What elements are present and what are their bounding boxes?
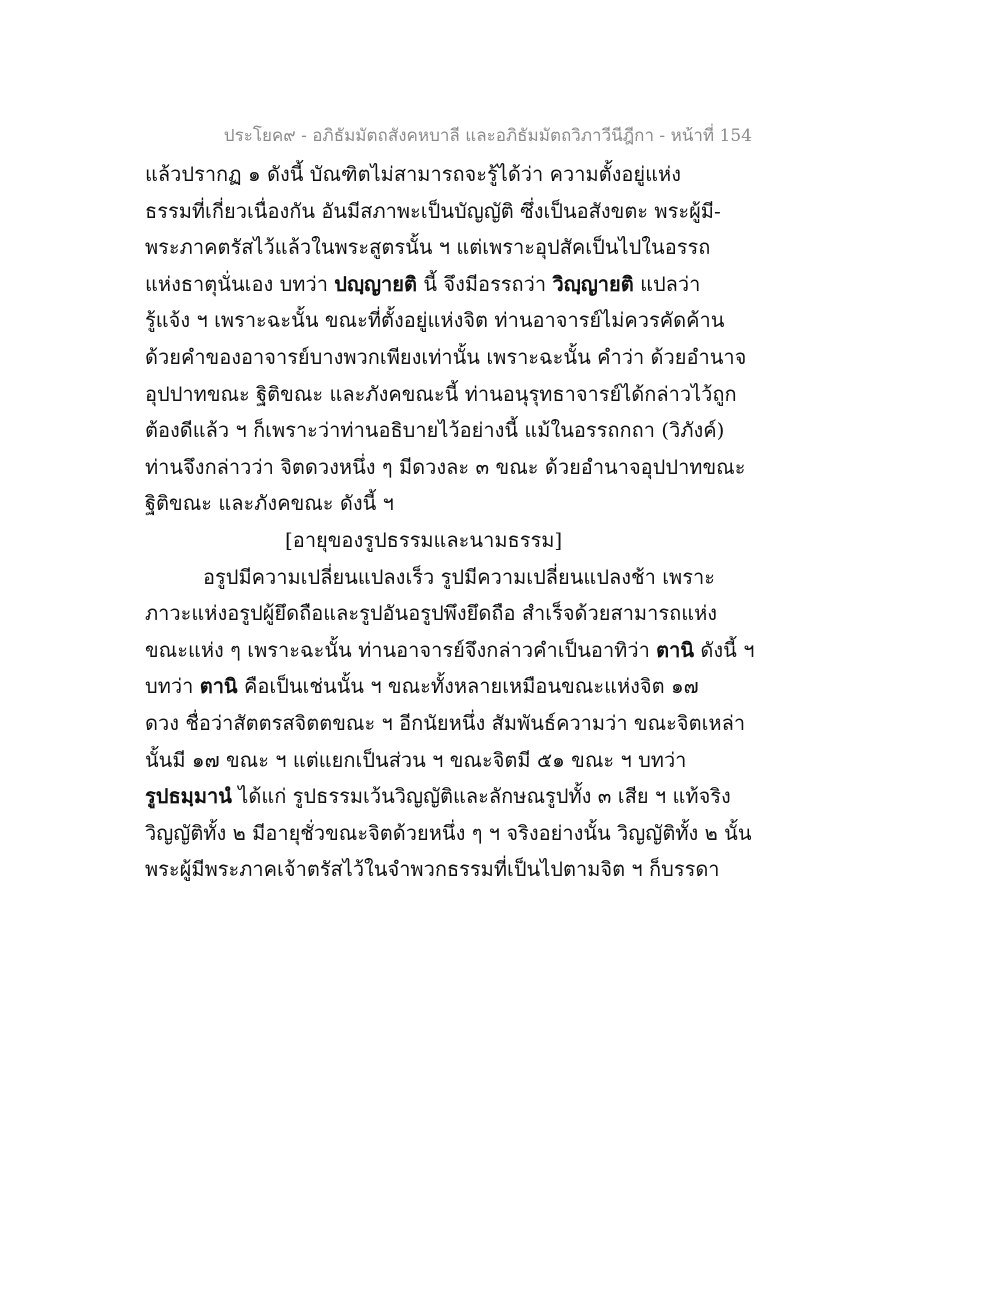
text-line (145, 376, 745, 413)
bold-term: ตานิ (199, 674, 238, 699)
text-line (145, 193, 745, 230)
page-header: ประโยค๙ - อภิธัมมัตถสังคหบาลี และอภิธัมมัตถวิภาวีนีฎีกา - หน้าที่ 154 (223, 126, 752, 146)
text-line (145, 815, 752, 852)
text-line (145, 778, 745, 815)
text-segment: ท่านจึงกล่าวว่า จิตดวงหนึ่ง ๆ มีดวงละ ๓ ขณะ ด้วยอำนาจอุปปาทขณะ (145, 454, 746, 479)
text-segment: นั้นมี ๑๗ ขณะ ฯ แต่แยกเป็นส่วน ฯ ขณะจิตมี ๕๑ ขณะ ฯ บทว่า (145, 747, 687, 772)
text-line (145, 632, 755, 669)
text-segment: ดังนี้ ฯ (694, 637, 755, 662)
text-segment: รู้แจ้ง ฯ เพราะฉะนั้น ขณะที่ตั้งอยู่แห่งจิต ท่านอาจารย์ไม่ควรคัดค้าน (145, 308, 725, 333)
text-line (145, 449, 745, 486)
text-segment: วิญญัติทั้ง ๒ มีอายุชั่วขณะจิตด้วยหนึ่ง ๆ ฯ จริงอย่างนั้น วิญญัติทั้ง ๒ นั้น (145, 820, 752, 845)
text-segment: ต้องดีแล้ว ฯ ก็เพราะว่าท่านอธิบายไว้อย่างนี้ แม้ในอรรถกถา (วิภังค์) (145, 418, 725, 443)
text-line (145, 485, 745, 522)
text-segment: นี้ จึงมีอรรถว่า (417, 271, 553, 296)
text-line (145, 156, 745, 193)
bold-term: ตานิ (656, 637, 695, 662)
text-segment: ดวง ชื่อว่าสัตตรสจิตตขณะ ฯ อีกนัยหนึ่ง สัมพันธ์ความว่า ขณะจิตเหล่า (145, 710, 746, 735)
text-line (145, 742, 745, 779)
text-segment: ขณะแห่ง ๆ เพราะฉะนั้น ท่านอาจารย์จึงกล่าวคำเป็นอาทิว่า (145, 637, 657, 662)
section-heading (145, 522, 745, 559)
text-line (145, 705, 745, 742)
text-segment: ธรรมที่เกี่ยวเนื่องกัน อันมีสภาพะเป็นบัญญัติ ซึ่งเป็นอสังขตะ พระผู้มี- (145, 198, 721, 223)
text-segment: ภาวะแห่งอรูปผู้ยึดถือและรูปอันอรูปพึงยึดถือ สำเร็จด้วยสามารถแห่ง (145, 601, 718, 626)
text-line (145, 266, 745, 303)
text-segment: คือเป็นเช่นนั้น ฯ ขณะทั้งหลายเหมือนขณะแห่งจิต ๑๗ (237, 674, 699, 699)
body-text (145, 156, 755, 888)
text-segment: ฐิติขณะ และภังคขณะ ดังนี้ ฯ (145, 491, 394, 516)
text-segment: พระผู้มีพระภาคเจ้าตรัสไว้ในจำพวกธรรมที่เป็นไปตามจิต ฯ ก็บรรดา (145, 857, 720, 882)
text-segment: แห่งธาตุนั่นเอง บทว่า (145, 271, 335, 296)
bold-term: ปญฺญายติ (334, 271, 417, 296)
text-line (145, 559, 745, 596)
text-line (145, 229, 745, 266)
bold-term: วิญฺญายติ (552, 271, 634, 296)
text-line (145, 595, 745, 632)
text-line (145, 302, 745, 339)
text-segment: [อายุของรูปธรรมและนามธรรม] (285, 527, 563, 552)
text-segment: ด้วยคำของอาจารย์บางพวกเพียงเท่านั้น เพราะฉะนั้น คำว่า ด้วยอำนาจ (145, 344, 747, 369)
text-segment: แล้วปรากฏ ๑ ดังนี้ บัณฑิตไม่สามารถจะรู้ได้ว่า ความตั้งอยู่แห่ง (145, 162, 681, 186)
bold-term: รูปธมฺมานํ (145, 784, 232, 809)
text-segment: อุปปาทขณะ ฐิติขณะ และภังคขณะนี้ ท่านอนุรุทธาจารย์ได้กล่าวไว้ถูก (145, 381, 737, 406)
text-segment: ได้แก่ รูปธรรมเว้นวิญญัติและลักษณรูปทั้ง ๓ เสีย ฯ แท้จริง (231, 784, 731, 809)
text-segment: แปลว่า (633, 271, 701, 296)
text-line (145, 339, 745, 376)
text-line (145, 668, 745, 705)
text-line (145, 851, 745, 888)
text-segment: พระภาคตรัสไว้แล้วในพระสูตรนั้น ฯ แต่เพราะอุปสัคเป็นไปในอรรถ (145, 235, 711, 260)
text-segment: อรูปมีความเปลี่ยนแปลงเร็ว รูปมีความเปลี่ยนแปลงช้า เพราะ (203, 564, 715, 589)
text-segment: บทว่า (145, 674, 200, 699)
text-line (145, 412, 745, 449)
